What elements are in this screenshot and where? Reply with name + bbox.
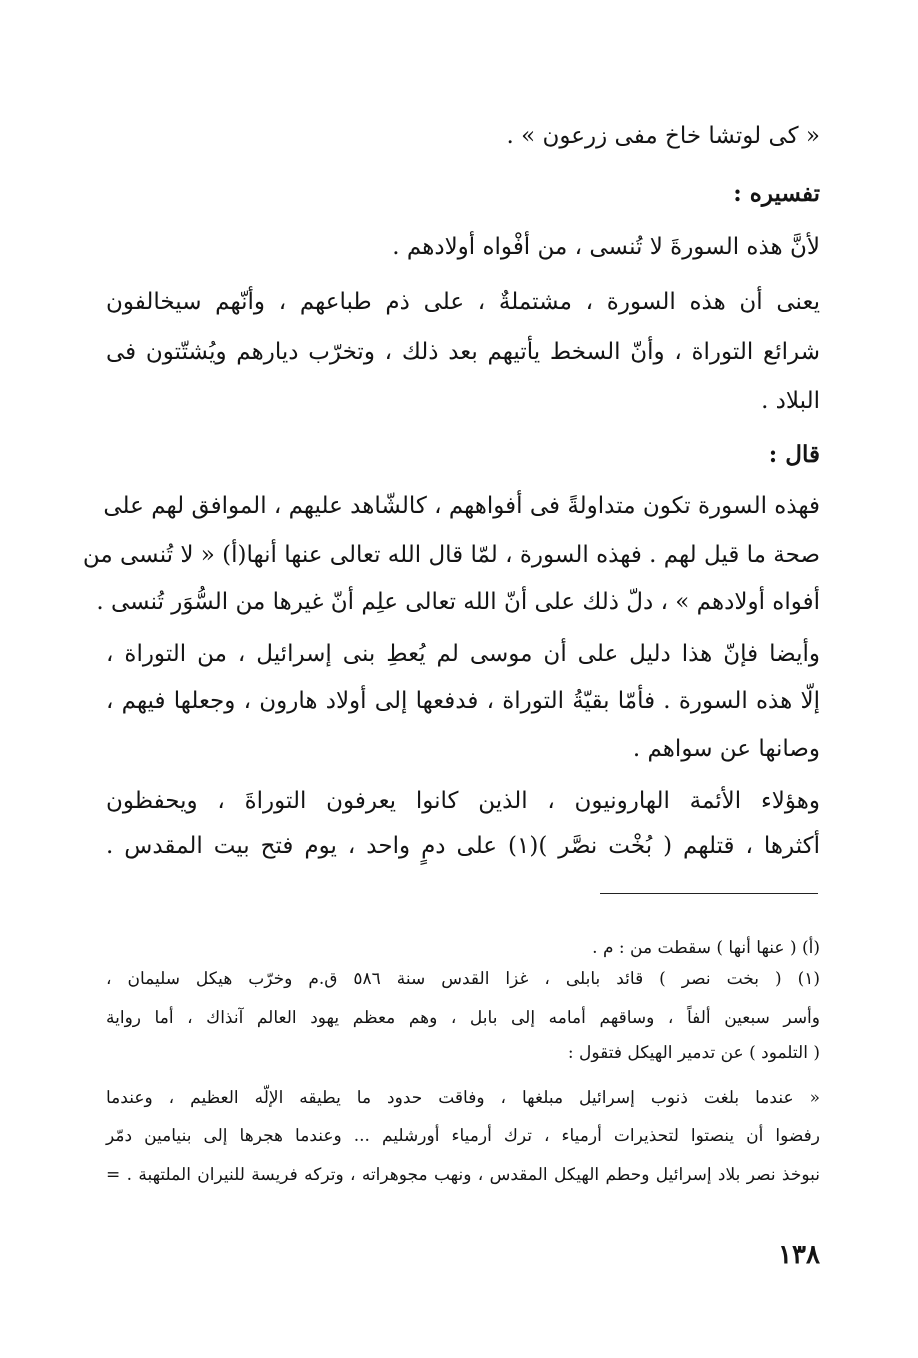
paragraph-2-line-1: فهذه السورة تكون متداولةً فى أفواههم ، كالشّاهد عليهم ، الموافق لهم على: [103, 493, 820, 519]
tafsir-line: لأنَّ هذه السورةَ لا تُنسى ، من أفْواه أولادهم .: [392, 234, 820, 260]
footnote-1-line-2: وأسر سبعين ألفاً ، وساقهم أمامه إلى بابل ، وهم معظم يهود العالم آنذاك ، أما رواية: [106, 1008, 820, 1028]
paragraph-2-line-3: أفواه أولادهم » ، دلّ ذلك على أنّ الله تعالى علِم أنّ غيرها من السُّوَر تُنسى .: [96, 589, 820, 615]
footnote-1-line-3: ( التلمود ) عن تدمير الهيكل فتقول :: [567, 1043, 820, 1063]
paragraph-1-line-1: يعنى أن هذه السورة ، مشتملةٌ ، على ذم طباعهم ، وأنّهم سيخالفون: [106, 289, 820, 315]
page-number: ١٣٨: [778, 1240, 820, 1270]
paragraph-1-line-2: شرائع التوراة ، وأنّ السخط يأتيهم بعد ذلك ، وتخرّب ديارهم ويُشتّتون فى: [106, 339, 820, 365]
hebrew-quote-line: « كى لوتشا خاخ مفى زرعون » .: [506, 123, 820, 149]
paragraph-3-line-2: إلّا هذه السورة . فأمّا بقيّةُ التوراة ، فدفعها إلى أولاد هارون ، وجعلها فيهم ،: [106, 688, 820, 714]
qal-heading: قال :: [768, 441, 820, 468]
footnote-a: (أ) ( عنها أنها ) سقطت من : م .: [592, 938, 820, 958]
paragraph-1-line-3: البلاد .: [761, 388, 820, 414]
paragraph-3-line-1: وأيضا فإنّ هذا دليل على أن موسى لم يُعطِ بنى إسرائيل ، من التوراة ،: [106, 641, 820, 667]
paragraph-4-line-2: أكثرها ، قتلهم ( بُخْت نصَّر )(١) على دمٍ واحد ، يوم فتح بيت المقدس .: [106, 833, 820, 859]
paragraph-4-line-1: وهؤلاء الأئمة الهارونيون ، الذين كانوا يعرفون التوراةَ ، ويحفظون: [106, 788, 820, 814]
paragraph-3-line-3: وصانها عن سواهم .: [632, 736, 820, 762]
talmud-quote-line-1: « عندما بلغت ذنوب إسرائيل مبلغها ، وفاقت حدود ما يطيقه الإلّه العظيم ، وعندما: [106, 1088, 820, 1108]
tafsir-heading: تفسيره :: [733, 180, 820, 207]
paragraph-2-line-2: صحة ما قيل لهم . فهذه السورة ، لمّا قال الله تعالى عنها أنها(أ) « لا تُنسى من: [82, 542, 820, 568]
footnote-divider: [600, 893, 818, 894]
footnote-1-line-1: (١) ( بخت نصر ) قائد بابلى ، غزا القدس سنة ٥٨٦ ق.م وخرّب هيكل سليمان ،: [106, 969, 820, 989]
talmud-quote-line-2: رفضوا أن ينصتوا لتحذيرات أرمياء ، ترك أرمياء أورشليم ... وعندما هجرها إلى بنيامين دمّر: [106, 1126, 820, 1146]
talmud-quote-line-3: نبوخذ نصر بلاد إسرائيل وحطم الهيكل المقدس ، ونهب مجوهراته ، وتركه فريسة للنيران الملتهبة . =: [106, 1165, 820, 1185]
